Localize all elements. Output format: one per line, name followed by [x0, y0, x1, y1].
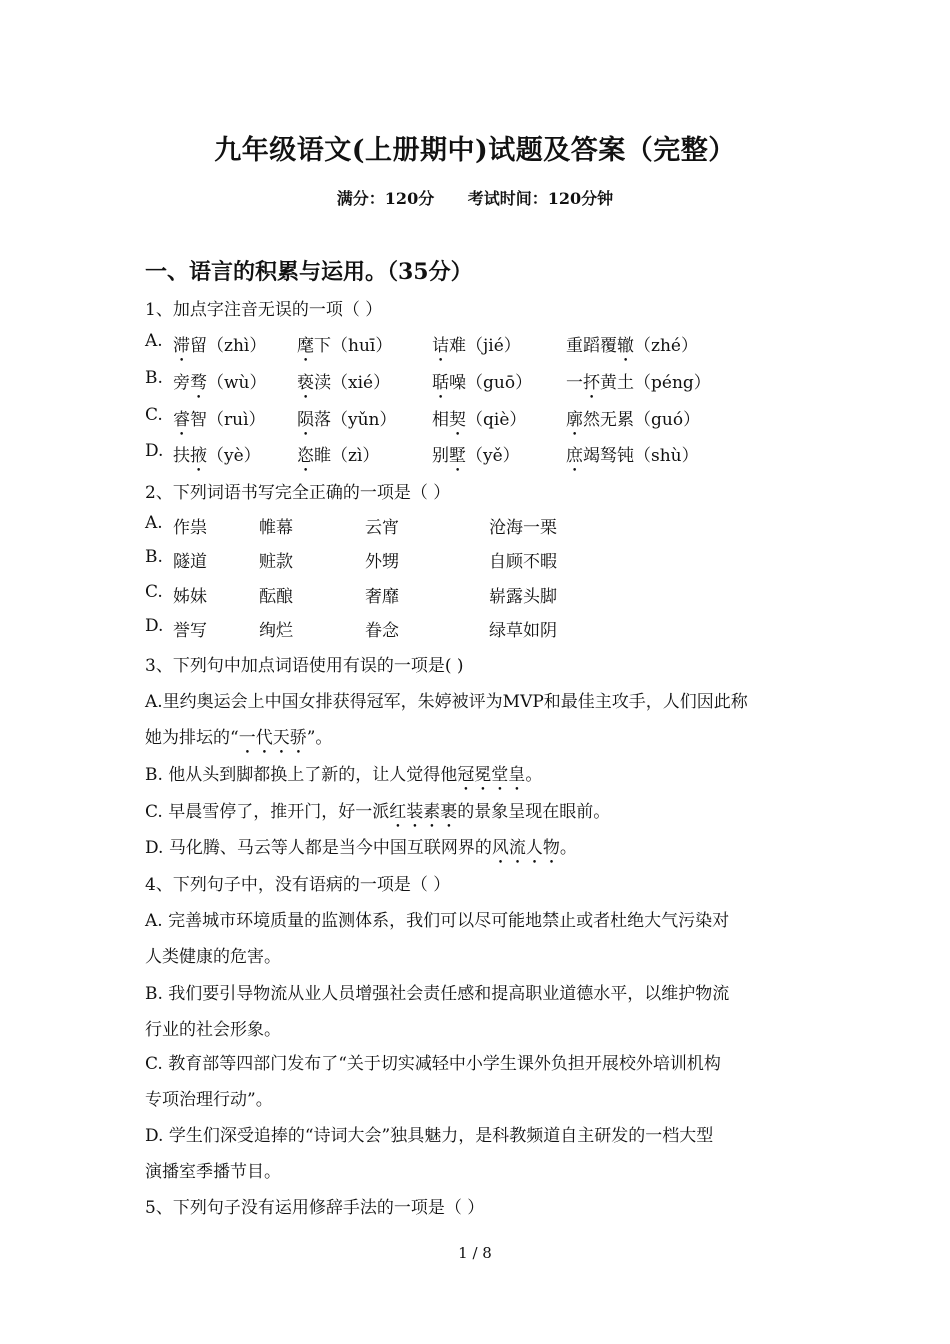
- option-word: 眷念: [365, 621, 399, 641]
- option-label: A.: [145, 331, 163, 351]
- option-word: 自顾不暇: [489, 552, 557, 572]
- option-word: 睿智（ruì）: [173, 410, 266, 430]
- option-label: C.: [145, 405, 163, 425]
- option-word: 姊妹: [173, 587, 207, 607]
- q3-option-a-line2: 她为排坛的“一代天骄”。: [145, 728, 333, 748]
- option-word: 重蹈覆辙（zhé）: [566, 336, 698, 356]
- q4-option-c-line2: 专项治理行动”。: [145, 1090, 273, 1110]
- option-label: D.: [145, 616, 164, 636]
- q2-option-d: [145, 616, 805, 640]
- option-word: 庶竭驽钝（shù）: [566, 446, 699, 466]
- q4-option-a-line2: 人类健康的危害。: [145, 947, 281, 967]
- option-word: 廓然无累（guó）: [566, 410, 701, 430]
- option-word: 陨落（yǔn）: [297, 410, 397, 430]
- exam-info: [0, 186, 950, 209]
- option-word: 一抔黄土（péng）: [566, 373, 711, 393]
- page-number: 1 / 8: [458, 1244, 492, 1262]
- option-label: B.: [145, 547, 163, 567]
- option-word: 云宵: [365, 518, 399, 538]
- option-word: 酝酿: [259, 587, 293, 607]
- option-word: 绚烂: [259, 621, 293, 641]
- full-score: 满分：120分: [336, 189, 435, 208]
- q5-stem: 5、下列句子没有运用修辞手法的一项是（ ）: [145, 1198, 485, 1218]
- q2-option-b: [145, 547, 805, 571]
- option-word: 诘难（jié）: [432, 336, 521, 356]
- q4-option-d-line1: D. 学生们深受追捧的“诗词大会”独具魅力，是科教频道自主研发的一档大型: [145, 1126, 714, 1146]
- option-label: C.: [145, 582, 163, 602]
- option-label: A.: [145, 513, 163, 533]
- q4-option-b-line2: 行业的社会形象。: [145, 1020, 281, 1040]
- option-label: D.: [145, 441, 164, 461]
- option-word: 别墅（yě）: [432, 446, 520, 466]
- option-word: 亵渎（xié）: [297, 373, 391, 393]
- q3-option-c: C. 早晨雪停了，推开门，好一派红装素裹的景象呈现在眼前。: [145, 802, 611, 822]
- q1-stem: 1、加点字注音无误的一项（ ）: [145, 300, 383, 320]
- q1-option-b: [145, 368, 805, 392]
- q3-option-b: B. 他从头到脚都换上了新的，让人觉得他冠冕堂皇。: [145, 765, 543, 785]
- option-word: 聒噪（guō）: [432, 373, 533, 393]
- q3-stem: 3、下列句中加点词语使用有误的一项是( ): [145, 656, 464, 676]
- option-word: 奢靡: [365, 587, 399, 607]
- option-word: 扶掖（yè）: [173, 446, 261, 466]
- page-title: 九年级语文(上册期中)试题及答案（完整）: [214, 135, 736, 166]
- option-word: 赃款: [259, 552, 293, 572]
- q4-option-c-line1: C. 教育部等四部门发布了“关于切实减轻中小学生课外负担开展校外培训机构: [145, 1054, 721, 1074]
- option-word: 绿草如阴: [489, 621, 557, 641]
- option-word: 誉写: [173, 621, 207, 641]
- option-label: B.: [145, 368, 163, 388]
- option-word: 作祟: [173, 518, 207, 538]
- q4-stem: 4、下列句子中，没有语病的一项是（ ）: [145, 875, 451, 895]
- section-heading: 一、语言的积累与运用。（35分）: [145, 259, 473, 285]
- option-word: 外甥: [365, 552, 399, 572]
- q4-option-a-line1: A. 完善城市环境质量的监测体系，我们可以尽可能地禁止或者杜绝大气污染对: [145, 911, 730, 931]
- option-word: 旁骛（wù）: [173, 373, 267, 393]
- option-word: 隧道: [173, 552, 207, 572]
- option-word: 麾下（huī）: [297, 336, 393, 356]
- q4-option-d-line2: 演播室季播节目。: [145, 1162, 281, 1182]
- q2-option-a: [145, 513, 805, 537]
- option-word: 帷幕: [259, 518, 293, 538]
- q1-option-c: [145, 405, 805, 429]
- option-word: 相契（qiè）: [432, 410, 527, 430]
- q3-option-d: D. 马化腾、马云等人都是当今中国互联网界的风流人物。: [145, 838, 577, 858]
- q3-option-a-line1: A.里约奥运会上中国女排获得冠军，朱婷被评为MVP和最佳主攻手，人们因此称: [145, 692, 748, 712]
- exam-time: 考试时间：120分钟: [467, 189, 614, 208]
- option-word: 沧海一栗: [489, 518, 557, 538]
- q2-stem: 2、下列词语书写完全正确的一项是（ ）: [145, 483, 451, 503]
- option-word: 滞留（zhì）: [173, 336, 267, 356]
- option-word: 恣睢（zì）: [297, 446, 380, 466]
- option-word: 崭露头脚: [489, 587, 557, 607]
- q1-option-a: [145, 331, 805, 355]
- q4-option-b-line1: B. 我们要引导物流从业人员增强社会责任感和提高职业道德水平，以维护物流: [145, 984, 730, 1004]
- q1-option-d: [145, 441, 805, 465]
- q2-option-c: [145, 582, 805, 606]
